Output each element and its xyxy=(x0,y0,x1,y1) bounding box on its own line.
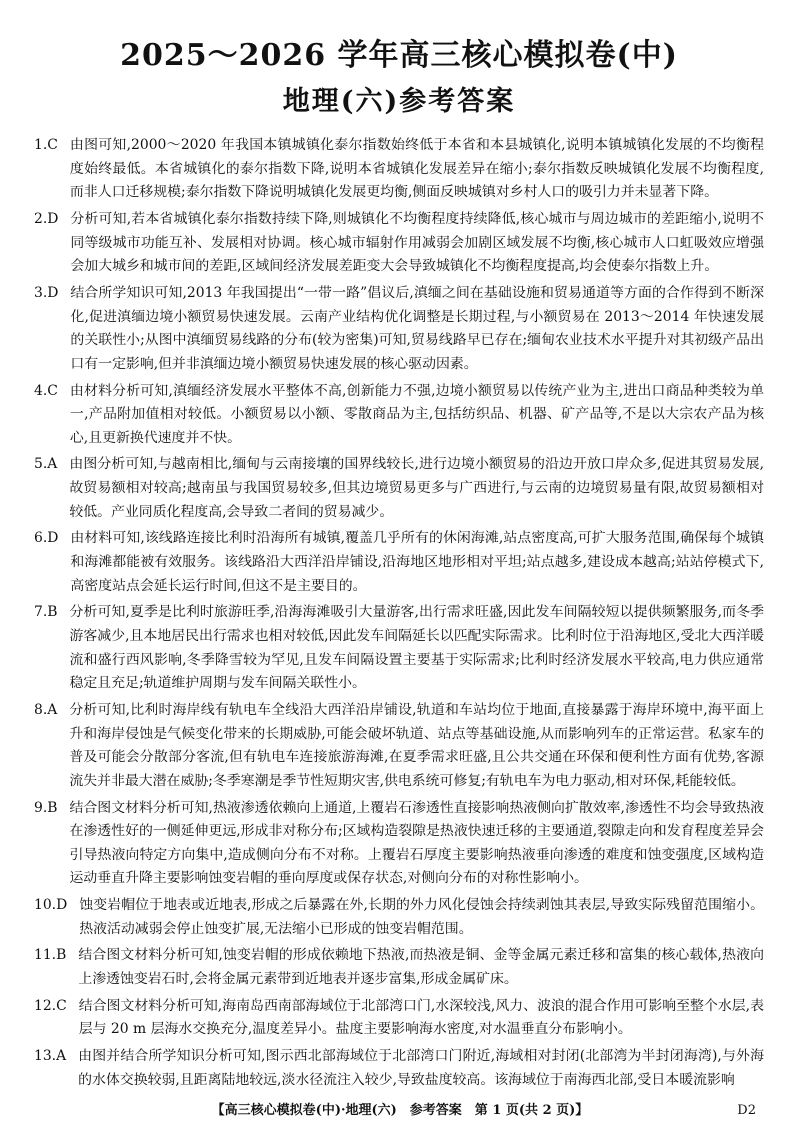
answer-list xyxy=(34,134,764,1092)
answer-item xyxy=(34,699,764,793)
answer-item xyxy=(34,797,764,891)
answer-number: 5. xyxy=(34,456,48,473)
page-footer: 【高三核心模拟卷(中)·地理(六) 参考答案 第 1 页(共 2 页)】 xyxy=(211,1103,589,1118)
answer-number: 13. xyxy=(34,1048,57,1065)
answer-number: 2. xyxy=(34,210,48,227)
answer-label xyxy=(34,134,70,205)
answer-key: B xyxy=(47,799,58,816)
answer-label xyxy=(34,208,70,279)
answer-item xyxy=(34,282,764,376)
answer-key: C xyxy=(56,997,67,1014)
answer-explanation: 分析可知,若本省城镇化泰尔指数持续下降,则城镇化不均衡程度持续降低,核心城市与周边城市的差距缩小,说明不同等级城市功能互补、发展相对协调。核心城市辐射作用减弱会加剧区域发展不均衡,核心城市人口虹吸效应增强会加大城乡和城市间的差距,区域间经济发展差距变大会导致城镇化不均衡程度提高,均会使泰尔指数上升。 xyxy=(70,210,764,275)
answer-item xyxy=(34,208,764,279)
answer-key: D xyxy=(47,210,59,227)
answer-item xyxy=(34,894,764,941)
answer-explanation: 分析可知,夏季是比利时旅游旺季,沿海海滩吸引大量游客,出行需求旺盛,因此发车间隔较短以提供频繁服务,而冬季游客减少,且本地居民出行需求也相对较低,因此发车间隔延长以匹配实际需求。比利时位于沿海地区,受北大西洋暖流和盛行西风影响,冬季降雪较为罕见,且发车间隔设置主要基于实际需求;比利时经济发展水平较高,电力供应通常稳定且充足;轨道维护周期与发车间隔关联性小。 xyxy=(69,604,764,692)
answer-explanation: 结合图文材料分析可知,热液渗透依赖向上通道,上覆岩石渗透性直接影响热液侧向扩散效率,渗透性不均会导致热液在渗透性好的一侧延伸更远,形成非对称分布;区域构造裂隙是热液快速迁移的主要通道,裂隙走向和发育程度差异会引导热液向特定方向集中,造成侧向分布不对称。上覆岩石厚度主要影响热液垂向渗透的难度和蚀变强度,区域构造运动垂直升降主要影响蚀变岩帽的垂向厚度或保存状态,对侧向分布的对称性影响小。 xyxy=(69,799,764,887)
answer-key: B xyxy=(47,604,58,621)
page-subtitle: 地理(六)参考答案 xyxy=(282,86,516,117)
answer-key: D xyxy=(47,530,59,547)
answer-label xyxy=(34,894,79,941)
answer-number: 1. xyxy=(34,137,48,153)
answer-key: D xyxy=(56,897,68,914)
answer-explanation: 结合图文材料分析可知,海南岛西南部海域位于北部湾口门,水深较浅,风力、波浪的混合作用可影响至整个水层,表层与 20 m 层海水交换充分,温度差异小。盐度主要影响海水密度,对水温垂直分布影响小。 xyxy=(78,997,764,1038)
answer-item xyxy=(34,944,764,991)
answer-label xyxy=(34,380,70,451)
answer-explanation: 分析可知,比利时海岸线有轨电车全线沿大西洋沿岸铺设,轨道和车站均位于地面,直接暴露于海岸环境中,海平面上升和海岸侵蚀是气候变化带来的长期威胁,可能会破坏轨道、站点等基础设施,从而影响列车的正常运营。私家车的普及可能会分散部分客流,但有轨电车连接旅游海滩,在夏季需求旺盛,且公共交通在环保和便利性方面有优势,客源流失并非最大潜在威胁;冬季寒潮是季节性短期灾害,供电系统可修复;有轨电车为电力驱动,相对环保,耗能较低。 xyxy=(69,701,764,789)
answer-key: B xyxy=(56,947,67,964)
answer-explanation: 由材料可知,该线路连接比利时沿海所有城镇,覆盖几乎所有的休闲海滩,站点密度高,可扩大服务范围,确保每个城镇和海滩都能被有效服务。该线路沿大西洋沿岸铺设,沿海地区地形相对平坦;站点越多,建设成本越高;站站停模式下,高密度站点会延长运行时间,但这不是主要目的。 xyxy=(70,530,764,594)
answer-number: 11. xyxy=(34,947,57,964)
answer-explanation: 由图可知,2000～2020 年我国本镇城镇化泰尔指数始终低于本省和本县城镇化,说明本镇城镇化发展的不均衡程度始终最低。本省城镇化的泰尔指数下降,说明本省城镇化发展差异在缩小;泰尔指数反映城镇化发展不均衡程度,而非人口迁移规模;泰尔指数下降说明城镇化发展更均衡,侧面反映城镇对乡村人口的吸引力并未显著下降。 xyxy=(69,137,764,201)
answer-explanation: 由图并结合所学知识分析可知,图示西北部海域位于北部湾口门附近,海域相对封闭(北部湾为半封闭海湾),与外海的水体交换较弱,且距离陆地较远,淡水径流注入较少,导致盐度较高。该海域位于南海西北部,受日本暖流影响 xyxy=(78,1048,764,1088)
answer-label xyxy=(34,282,70,376)
answer-label xyxy=(34,797,69,891)
answer-item xyxy=(34,527,764,598)
answer-key: A xyxy=(47,456,58,473)
answer-item xyxy=(34,453,764,524)
answer-label xyxy=(34,995,79,1042)
answer-number: 6. xyxy=(34,530,48,547)
page-code: D2 xyxy=(737,1103,756,1118)
answer-key: D xyxy=(47,284,59,301)
answer-key: A xyxy=(47,701,58,718)
answer-item xyxy=(34,995,764,1042)
answer-key: C xyxy=(47,137,58,153)
answer-key: A xyxy=(56,1048,67,1065)
answer-label xyxy=(34,527,70,598)
answer-item xyxy=(34,1045,764,1092)
answer-label xyxy=(34,1045,78,1092)
answer-number: 9. xyxy=(34,799,48,816)
answer-number: 10. xyxy=(34,897,57,914)
answer-number: 12. xyxy=(34,997,57,1014)
answer-key: C xyxy=(47,382,58,399)
answer-label xyxy=(34,944,78,991)
page-title: 2025～2026 学年高三核心模拟卷(中) xyxy=(120,38,678,73)
answer-label xyxy=(34,699,69,793)
answer-label xyxy=(34,601,69,695)
answer-number: 8. xyxy=(34,701,48,718)
answer-label xyxy=(34,453,69,524)
answer-explanation: 由材料分析可知,滇缅经济发展水平整体不高,创新能力不强,边境小额贸易以传统产业为主,进出口商品种类较为单一,产品附加值相对较低。小额贸易以小额、零散商品为主,包括纺织品、机器、矿产品等,不是以大宗农产品为核心,且更新换代速度并不快。 xyxy=(69,382,764,446)
answer-explanation: 蚀变岩帽位于地表或近地表,形成之后暴露在外,长期的外力风化侵蚀会持续剥蚀其表层,导致实际残留范围缩小。热液活动减弱会停止蚀变扩展,无法缩小已形成的蚀变岩帽范围。 xyxy=(79,897,764,937)
answer-number: 7. xyxy=(34,604,48,621)
answer-explanation: 结合图文材料分析可知,蚀变岩帽的形成依赖地下热液,而热液是铜、金等金属元素迁移和富集的核心载体,热液向上渗透蚀变岩石时,会将金属元素带到近地表并逐步富集,形成金属矿床。 xyxy=(78,947,764,988)
answer-number: 4. xyxy=(34,382,48,399)
answer-item xyxy=(34,134,764,205)
answer-item xyxy=(34,380,764,451)
answer-number: 3. xyxy=(34,284,48,301)
answer-explanation: 结合所学知识可知,2013 年我国提出“一带一路”倡议后,滇缅之间在基础设施和贸易通道等方面的合作得到不断深化,促进滇缅边境小额贸易快速发展。云南产业结构优化调整是长期过程,与小额贸易在 2013～2014 年快速发展的关联性小;从图中滇缅贸易线路的分布(较为密集)可知,贸易线路早已存在;缅甸农业技术水平提升对其初级产品出口有一定影响,但并非滇缅边境小额贸易快速发展的核心驱动因素。 xyxy=(70,284,764,372)
answer-explanation: 由图分析可知,与越南相比,缅甸与云南接壤的国界线较长,进行边境小额贸易的沿边开放口岸众多,促进其贸易发展,故贸易额相对较高;越南虽与我国贸易较多,但其边境贸易更多与广西进行,与云南的边境贸易量有限,故贸易额相对较低。产业同质化程度高,会导致二者间的贸易减少。 xyxy=(69,456,764,520)
answer-item xyxy=(34,601,764,695)
